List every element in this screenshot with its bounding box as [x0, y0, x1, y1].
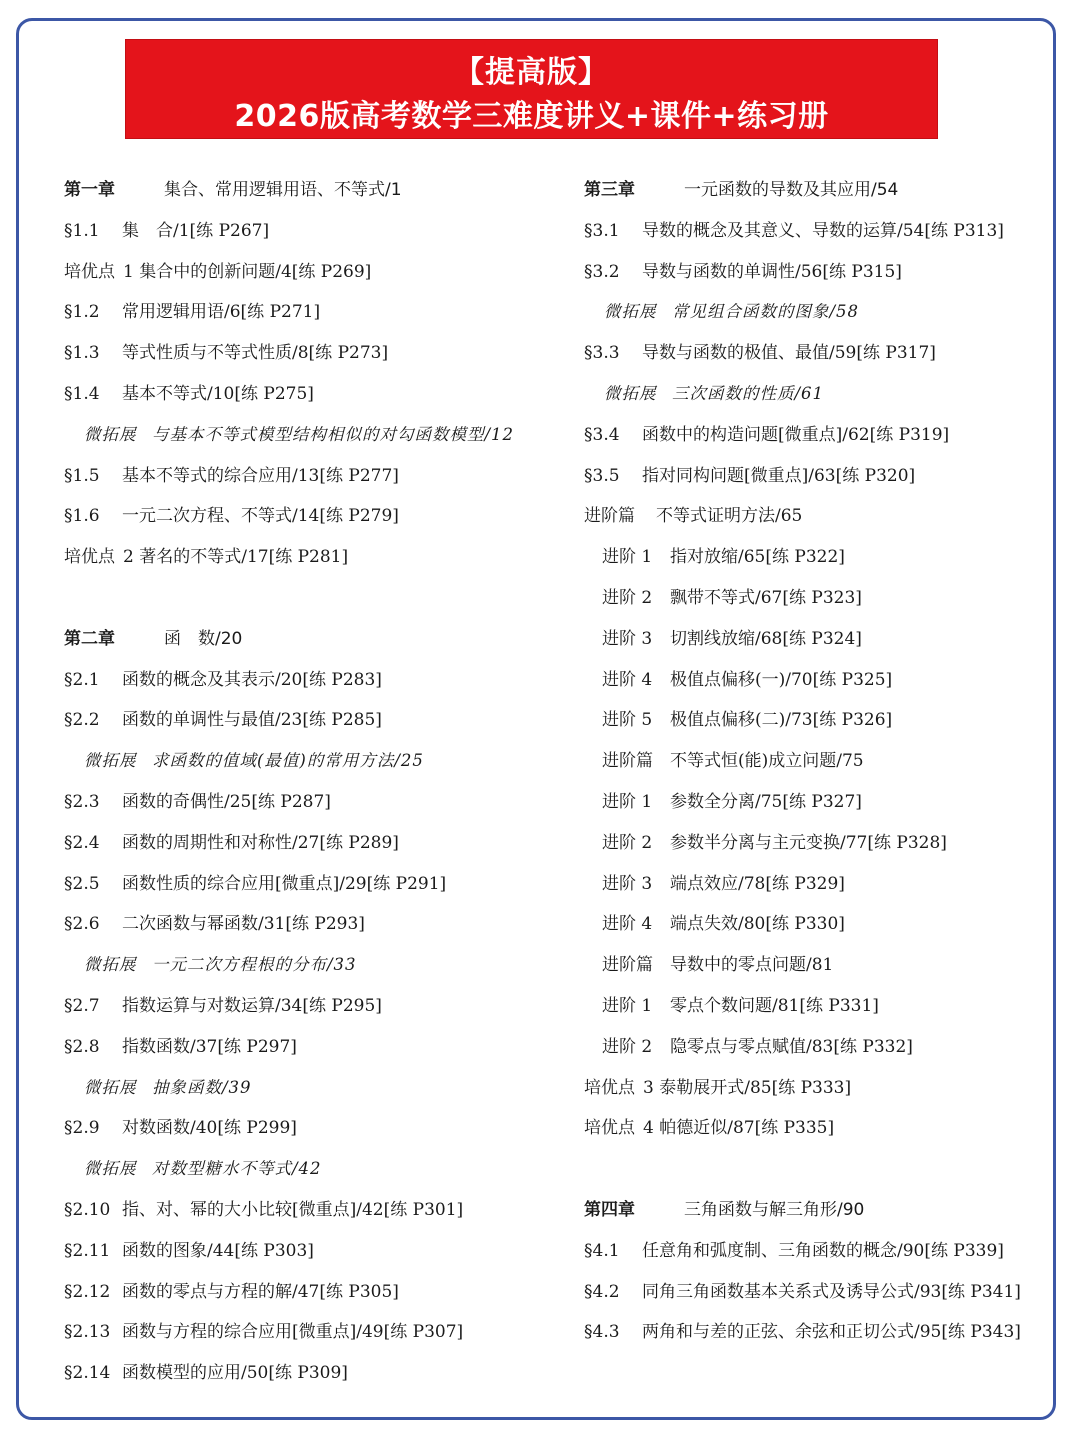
toc-entry	[584, 1068, 1054, 1109]
toc-entry	[584, 1027, 1054, 1068]
toc-entry	[584, 211, 1054, 252]
toc-entry	[64, 700, 564, 741]
toc-entry	[64, 374, 564, 415]
entry-title: 端点失效/80[练 P330]	[670, 914, 845, 935]
entry-title: 1 集合中的创新问题/4[练 P269]	[123, 261, 372, 282]
entry-title: 基本不等式的综合应用/13[练 P277]	[122, 465, 399, 486]
toc-entry	[584, 945, 1054, 986]
entry-title: 一元二次方程、不等式/14[练 P279]	[122, 506, 399, 527]
entry-title: 抽象函数/39	[152, 1077, 252, 1097]
entry-number: 进阶 1	[602, 547, 653, 568]
entry-number: 培优点	[64, 547, 115, 568]
entry-title: 函数的单调性与最值/23[练 P285]	[122, 710, 382, 731]
entry-title: 不等式证明方法/65	[656, 506, 803, 527]
toc-entry	[64, 292, 564, 333]
entry-number: §2.8	[64, 1036, 100, 1057]
entry-title: 函数性质的综合应用[微重点]/29[练 P291]	[122, 873, 447, 894]
entry-title: 端点效应/78[练 P329]	[670, 873, 845, 894]
entry-title: 函数的概念及其表示/20[练 P283]	[122, 669, 382, 690]
toc-entry	[64, 986, 564, 1027]
entry-number: §2.11	[64, 1240, 111, 1261]
chapter-heading	[64, 170, 564, 211]
entry-number: 进阶篇	[584, 506, 635, 527]
entry-number: §2.9	[64, 1118, 100, 1139]
entry-title: 零点个数问题/81[练 P331]	[670, 995, 879, 1016]
toc-entry	[584, 700, 1054, 741]
toc-entry	[584, 986, 1054, 1027]
toc-entry	[64, 864, 564, 905]
entry-number: 第四章	[584, 1199, 635, 1220]
entry-title: 飘带不等式/67[练 P323]	[670, 587, 862, 608]
entry-title: 与基本不等式模型结构相似的对勾函数模型/12	[152, 424, 515, 444]
entry-title: 函数中的构造问题[微重点]/62[练 P319]	[642, 424, 950, 445]
entry-number: 进阶 4	[602, 669, 653, 690]
entry-title: 导数与函数的单调性/56[练 P315]	[642, 261, 902, 282]
entry-number: §2.4	[64, 832, 100, 853]
entry-title: 一元函数的导数及其应用/54	[684, 180, 899, 200]
entry-number: 微拓展	[84, 751, 137, 771]
entry-title: 指数函数/37[练 P297]	[122, 1036, 297, 1057]
entry-number: 第三章	[584, 180, 635, 200]
entry-title: 导数与函数的极值、最值/59[练 P317]	[642, 343, 936, 364]
toc-entry	[584, 374, 1054, 415]
entry-number: §2.10	[64, 1199, 111, 1220]
entry-title: 指对同构问题[微重点]/63[练 P320]	[642, 465, 916, 486]
chapter-heading	[64, 619, 564, 660]
entry-title: 极值点偏移(二)/73[练 P326]	[670, 710, 893, 731]
entry-title: 集合、常用逻辑用语、不等式/1	[164, 180, 402, 200]
entry-title: 函数的奇偶性/25[练 P287]	[122, 791, 331, 812]
entry-title: 等式性质与不等式性质/8[练 P273]	[122, 343, 389, 364]
entry-title: 二次函数与幂函数/31[练 P293]	[122, 914, 365, 935]
toc-entry	[64, 1108, 564, 1149]
entry-number: §2.6	[64, 914, 100, 935]
toc-entry	[584, 864, 1054, 905]
entry-number: 微拓展	[84, 1159, 137, 1179]
entry-number: 培优点	[584, 1077, 635, 1098]
entry-number: §1.2	[64, 302, 100, 323]
entry-title: 常见组合函数的图象/58	[672, 302, 860, 322]
toc-entry	[584, 578, 1054, 619]
toc-entry	[584, 537, 1054, 578]
entry-title: 极值点偏移(一)/70[练 P325]	[670, 669, 893, 690]
toc-entry	[584, 456, 1054, 497]
title-banner	[125, 39, 938, 139]
toc-entry	[584, 415, 1054, 456]
entry-number: §3.4	[584, 424, 620, 445]
entry-number: 进阶篇	[602, 751, 653, 772]
entry-number: 进阶 3	[602, 873, 653, 894]
entry-number: 微拓展	[604, 302, 657, 322]
toc-right-column	[584, 170, 1054, 1353]
entry-title: 函数模型的应用/50[练 P309]	[122, 1363, 348, 1384]
entry-number: 进阶篇	[602, 955, 653, 976]
entry-number: 微拓展	[84, 1077, 137, 1097]
entry-title: 导数的概念及其意义、导数的运算/54[练 P313]	[642, 220, 1004, 241]
entry-number: §2.13	[64, 1322, 111, 1343]
entry-title: 基本不等式/10[练 P275]	[122, 383, 314, 404]
chapter-heading	[584, 1190, 1054, 1231]
toc-entry	[64, 904, 564, 945]
toc-entry	[584, 660, 1054, 701]
entry-title: 函数与方程的综合应用[微重点]/49[练 P307]	[122, 1322, 464, 1343]
entry-number: §3.2	[584, 261, 620, 282]
toc-entry	[64, 1190, 564, 1231]
entry-number: §2.2	[64, 710, 100, 731]
toc-entry	[584, 782, 1054, 823]
spacer	[64, 578, 564, 619]
entry-title: 切割线放缩/68[练 P324]	[670, 628, 862, 649]
entry-number: §2.14	[64, 1363, 111, 1384]
entry-number: §2.3	[64, 791, 100, 812]
entry-title: 指、对、幂的大小比较[微重点]/42[练 P301]	[122, 1199, 464, 1220]
entry-title: 函数的图象/44[练 P303]	[122, 1240, 314, 1261]
toc-entry	[584, 333, 1054, 374]
toc-entry	[584, 904, 1054, 945]
entry-title: 两角和与差的正弦、余弦和正切公式/95[练 P343]	[642, 1322, 1021, 1343]
entry-number: 微拓展	[84, 955, 137, 975]
toc-entry	[64, 1272, 564, 1313]
toc-entry	[64, 660, 564, 701]
toc-entry	[584, 496, 1054, 537]
toc-entry	[64, 823, 564, 864]
toc-entry	[64, 496, 564, 537]
entry-title: 对数函数/40[练 P299]	[122, 1118, 297, 1139]
entry-number: §2.7	[64, 995, 100, 1016]
toc-entry	[584, 1312, 1054, 1353]
toc-entry	[64, 1312, 564, 1353]
entry-number: 第二章	[64, 628, 115, 649]
entry-number: 进阶 1	[602, 995, 653, 1016]
toc-entry	[584, 823, 1054, 864]
toc-entry	[584, 1231, 1054, 1272]
entry-title: 函数的周期性和对称性/27[练 P289]	[122, 832, 399, 853]
entry-number: §4.2	[584, 1281, 620, 1302]
entry-number: 进阶 2	[602, 832, 653, 853]
entry-title: 隐零点与零点赋值/83[练 P332]	[670, 1036, 913, 1057]
spacer	[584, 1149, 1054, 1190]
entry-title: 参数全分离/75[练 P327]	[670, 791, 862, 812]
book-title: 2026版高考数学三难度讲义+课件+练习册	[234, 99, 829, 134]
entry-title: 4 帕德近似/87[练 P335]	[643, 1118, 835, 1139]
entry-number: 微拓展	[604, 383, 657, 403]
entry-number: §2.5	[64, 873, 100, 894]
toc-entry	[584, 741, 1054, 782]
entry-number: §2.1	[64, 669, 100, 690]
toc-entry	[584, 292, 1054, 333]
entry-number: 第一章	[64, 180, 115, 200]
entry-number: §1.6	[64, 506, 100, 527]
entry-title: 指对放缩/65[练 P322]	[670, 547, 845, 568]
entry-title: 参数半分离与主元变换/77[练 P328]	[670, 832, 947, 853]
entry-title: 函数的零点与方程的解/47[练 P305]	[122, 1281, 399, 1302]
toc-entry	[64, 415, 564, 456]
entry-title: 常用逻辑用语/6[练 P271]	[122, 302, 321, 323]
entry-title: 三次函数的性质/61	[672, 383, 825, 403]
toc-entry	[64, 211, 564, 252]
toc-entry	[64, 782, 564, 823]
entry-title: 集 合/1[练 P267]	[122, 220, 270, 241]
entry-number: §1.1	[64, 220, 100, 241]
edition-label: 【提高版】	[454, 55, 609, 90]
entry-number: §3.3	[584, 343, 620, 364]
entry-number: §3.5	[584, 465, 620, 486]
entry-number: §1.5	[64, 465, 100, 486]
toc-entry	[64, 252, 564, 293]
toc-entry	[64, 1353, 564, 1394]
entry-number: 进阶 3	[602, 628, 653, 649]
entry-title: 任意角和弧度制、三角函数的概念/90[练 P339]	[642, 1240, 1004, 1261]
entry-title: 三角函数与解三角形/90	[684, 1199, 865, 1220]
entry-title: 同角三角函数基本关系式及诱导公式/93[练 P341]	[642, 1281, 1021, 1302]
toc-entry	[64, 333, 564, 374]
toc-entry	[584, 1108, 1054, 1149]
toc-entry	[64, 537, 564, 578]
entry-title: 3 泰勒展开式/85[练 P333]	[643, 1077, 852, 1098]
entry-title: 对数型糖水不等式/42	[152, 1159, 322, 1179]
entry-number: §4.1	[584, 1240, 620, 1261]
toc-entry	[584, 1272, 1054, 1313]
toc-entry	[64, 1068, 564, 1109]
entry-number: 进阶 2	[602, 1036, 653, 1057]
entry-number: 进阶 5	[602, 710, 653, 731]
entry-number: 培优点	[64, 261, 115, 282]
toc-entry	[64, 741, 564, 782]
toc-entry	[584, 252, 1054, 293]
toc-entry	[584, 619, 1054, 660]
entry-number: §2.12	[64, 1281, 111, 1302]
toc-entry	[64, 1231, 564, 1272]
toc-entry	[64, 1149, 564, 1190]
toc-left-column	[64, 170, 564, 1394]
entry-title: 导数中的零点问题/81	[670, 955, 834, 976]
entry-title: 2 著名的不等式/17[练 P281]	[123, 547, 349, 568]
entry-number: 进阶 2	[602, 587, 653, 608]
toc-entry	[64, 456, 564, 497]
entry-number: 进阶 4	[602, 914, 653, 935]
entry-title: 一元二次方程根的分布/33	[152, 955, 357, 975]
toc-entry	[64, 945, 564, 986]
entry-title: 不等式恒(能)成立问题/75	[670, 751, 864, 772]
entry-title: 求函数的值域(最值)的常用方法/25	[152, 751, 424, 771]
entry-number: §3.1	[584, 220, 620, 241]
entry-title: 指数运算与对数运算/34[练 P295]	[122, 995, 382, 1016]
entry-number: §1.3	[64, 343, 100, 364]
entry-title: 函 数/20	[164, 628, 243, 649]
entry-number: 进阶 1	[602, 791, 653, 812]
entry-number: 培优点	[584, 1118, 635, 1139]
toc-entry	[64, 1027, 564, 1068]
entry-number: 微拓展	[84, 424, 137, 444]
entry-number: §1.4	[64, 383, 100, 404]
entry-number: §4.3	[584, 1322, 620, 1343]
chapter-heading	[584, 170, 1054, 211]
